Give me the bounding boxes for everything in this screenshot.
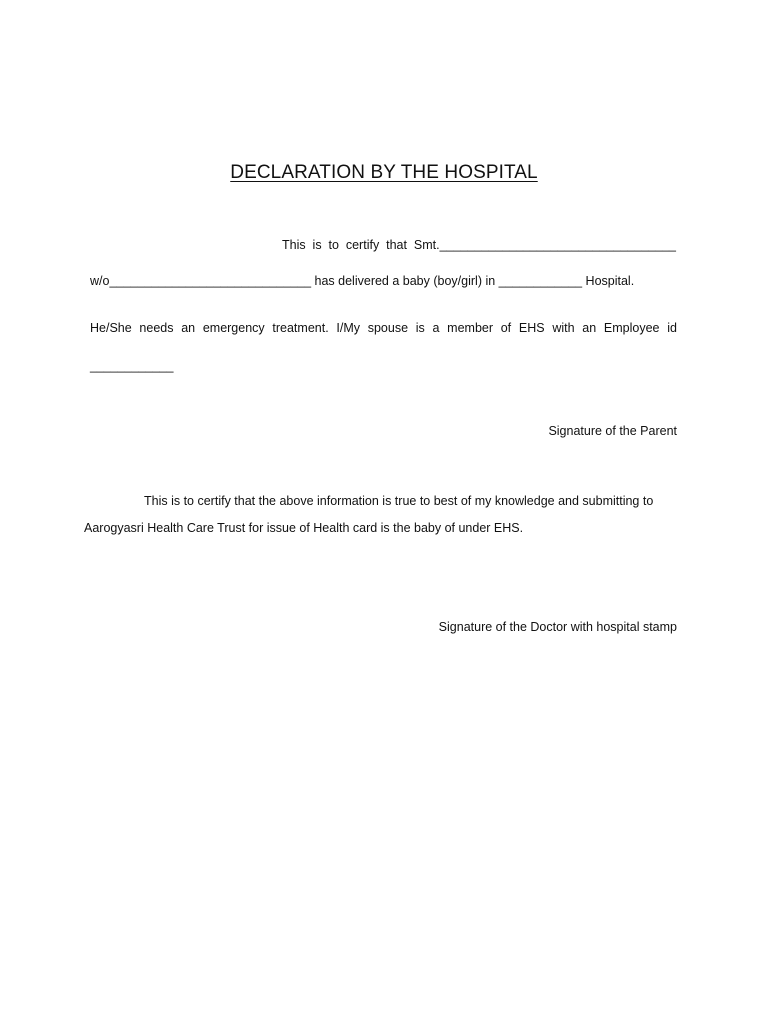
treatment-word: of — [500, 321, 512, 335]
treatment-word: He/She — [90, 321, 132, 335]
treatment-word: treatment. — [272, 321, 329, 335]
treatment-word: with — [552, 321, 575, 335]
certify-word: This — [282, 238, 306, 252]
treatment-word: emergency — [202, 321, 265, 335]
certify-word: to — [328, 238, 339, 252]
paragraph-line: Aarogyasri Health Care Trust for issue of Health card is the baby of under EHS. — [84, 520, 524, 535]
treatment-word: needs — [139, 321, 174, 335]
hospital-certification-paragraph — [84, 488, 684, 541]
smt-name-blank: Smt.__________________________________ — [413, 238, 676, 252]
certify-word: certify — [345, 238, 380, 252]
treatment-word: spouse — [367, 321, 409, 335]
treatment-word: id — [667, 321, 677, 335]
treatment-word: EHS — [518, 321, 545, 335]
treatment-word: I/My — [336, 321, 360, 335]
certify-word: is — [312, 238, 322, 252]
certify-word: that — [386, 238, 407, 252]
wo-delivery-line: w/o_____________________________ has delivered a baby (boy/girl) in ____________ Hospital. — [90, 274, 635, 288]
signature-doctor-label: Signature of the Doctor with hospital stamp — [438, 620, 677, 634]
treatment-word: member — [447, 321, 494, 335]
treatment-word: an — [582, 321, 597, 335]
treatment-word: Employee — [603, 321, 660, 335]
treatment-word: is — [415, 321, 425, 335]
paragraph-line: This is to certify that the above information is true to best of my knowledge and submitting to — [144, 494, 654, 508]
treatment-word: a — [432, 321, 440, 335]
certify-line — [282, 237, 676, 253]
signature-parent-label: Signature of the Parent — [548, 424, 677, 438]
document-title: DECLARATION BY THE HOSPITAL — [230, 162, 538, 183]
treatment-line — [90, 320, 677, 336]
employee-id-blank: ____________ — [90, 359, 174, 373]
treatment-word: an — [181, 321, 196, 335]
